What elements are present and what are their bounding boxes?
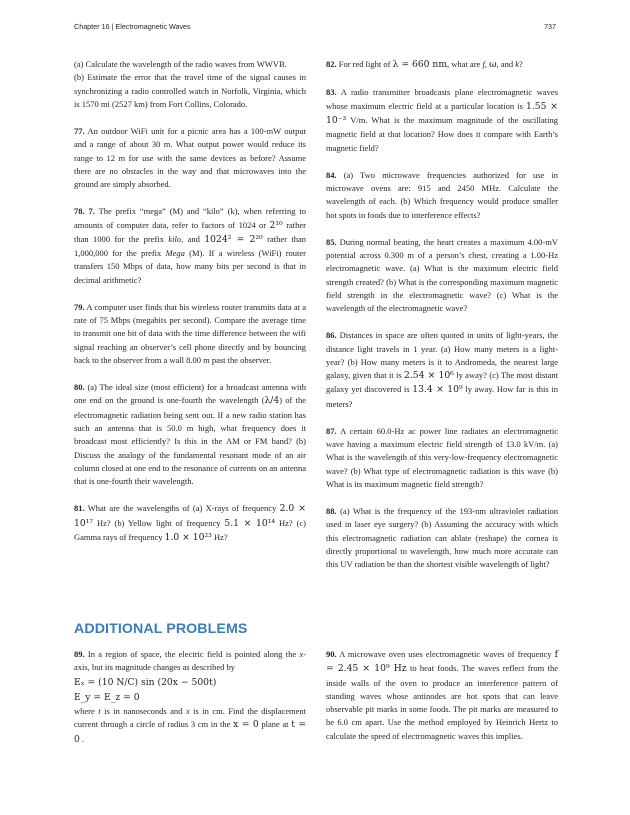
problem-85 xyxy=(326,236,558,316)
problem-84 xyxy=(326,169,558,222)
italic-term: Mega xyxy=(165,248,185,259)
math-expression: 13.4 × 10⁹ xyxy=(412,384,463,396)
problem-text: A microwave oven uses electromagnetic waves of frequency xyxy=(339,649,552,659)
problem-text: (a) What is the frequency of the 193-nm ultraviolet radiation used in laser eye surgery? (b) Assuming the accuracy with which this electromagnetic radiation can ablate (reshape) the cornea is directly proportional to wavelength, how much more accurate can this UV radiation be than the shortest visible wavelength of light? xyxy=(326,506,558,570)
problem-text: plane at xyxy=(261,719,289,730)
problem-number: 85. xyxy=(326,236,337,247)
right-column-additional xyxy=(326,648,558,743)
problem-text: What are the wavelengths of (a) X-rays of frequency xyxy=(87,503,277,514)
left-column xyxy=(74,58,306,545)
problem-text: , and xyxy=(496,59,514,69)
problem-82 xyxy=(326,58,558,72)
problem-text: V/m. What is the maximum magnitude of the oscillating magnetic field at that location? How does it compare with Earth’s magnetic field? xyxy=(326,114,558,153)
problem-text: In a region of space, the electric field is pointed along the xyxy=(87,649,297,659)
problem-83 xyxy=(326,86,558,154)
problem-number: 89. xyxy=(74,649,85,659)
problem-text: Hz? (c) Gamma rays of frequency xyxy=(74,517,307,542)
problem-number: 81. xyxy=(74,503,85,514)
problem-text: A radio transmitter broadcasts plane electromagnetic waves whose maximum electric field at a particular location is xyxy=(326,87,559,111)
math-expression: ω xyxy=(489,59,497,70)
problem-text: , what are xyxy=(447,59,481,69)
problem-81 xyxy=(74,502,306,545)
problem-text: -axis, but its magnitude changes as described by xyxy=(74,649,307,673)
problem-text: For red light of xyxy=(338,59,391,69)
italic-term: f xyxy=(482,59,485,69)
problem-text: , xyxy=(484,59,487,69)
math-expression: t = 0 xyxy=(74,719,307,745)
problem-number: 86. xyxy=(326,330,337,341)
problem-76-part-b: (b) Estimate the error that the travel time of the signal causes in synchronizing a radio controlled watch in Norfolk, Virginia, which is 1570 mi (2527 km) from Fort Collins, Colorado. xyxy=(74,72,306,109)
equation-ex: Eₓ = (10 N/C) sin (20x − 500t) xyxy=(74,676,217,688)
math-expression: 1.55 × 10⁻³ xyxy=(326,100,559,126)
problem-text: (a) Two microwave frequencies authorized for use in microwave ovens are: 915 and 2450 MHz. Calculate the wavelength of each. (b) Which frequency would produce smaller hot spots in foods due to interference effects? xyxy=(326,169,558,220)
problem-text: . xyxy=(81,733,85,744)
chapter-title: Chapter 16 | Electromagnetic Waves xyxy=(74,22,191,31)
equation-ey-ez: E_y = E_z = 0 xyxy=(74,691,140,703)
problem-76-part-a: (a) Calculate the wavelength of the radio waves from WWVB. xyxy=(74,59,287,69)
problem-number: 84. xyxy=(326,169,337,180)
problem-number: 88. xyxy=(326,506,337,517)
math-expression: 2¹⁰ xyxy=(269,219,283,231)
problem-77 xyxy=(74,125,306,191)
problem-text: where xyxy=(74,706,95,717)
problem-text: , and xyxy=(181,233,200,244)
math-expression: 5.1 × 10¹⁴ xyxy=(224,517,276,529)
math-expression: λ = 660 nm xyxy=(392,59,448,70)
problem-text: ly away. How far is this in meters? xyxy=(326,384,559,409)
problem-text: A computer user finds that his wireless router transmits data at a rate of 75 Mbps (megabits per second). Compare the average time to transmit one bit of data with the time difference between the wifi signal reaching an observer’s cell phone directly and by bouncing back to the observer from a wall 8.00 m past the observer. xyxy=(74,301,307,365)
problem-text: ly away? (c) The most distant galaxy yet discovered is xyxy=(326,370,558,395)
problem-79 xyxy=(74,301,306,367)
math-expression: f = 2.45 × 10⁹ Hz xyxy=(326,649,558,675)
problem-text: ? xyxy=(519,59,523,69)
problem-text: rather than 1000 for the prefix xyxy=(74,219,307,244)
math-expression: 1.0 × 10²³ xyxy=(164,531,212,543)
italic-term: kilo xyxy=(168,233,182,244)
problem-number: 77. xyxy=(74,126,85,136)
math-expression: 2.0 × 10¹⁷ xyxy=(74,503,306,529)
problem-number: 82. xyxy=(326,59,337,69)
problem-text: Hz? xyxy=(213,531,228,542)
problem-text: Hz? (b) Yellow light of frequency xyxy=(96,517,221,528)
problem-text: The prefix “mega” (M) and “kilo” (k), when referring to amounts of computer data, refer to factors of 1024 or xyxy=(74,206,306,230)
math-expression: 2.54 × 10⁶ xyxy=(404,370,454,382)
problem-text: (a) The ideal size (most efficient) for a broadcast antenna with one end on the ground is one-fourth the wavelength ( xyxy=(74,382,307,406)
problem-text: is in nanoseconds and xyxy=(104,706,183,717)
problem-number: 83. xyxy=(326,87,337,98)
problem-number: 78. 7. xyxy=(74,206,95,217)
problem-number: 80. xyxy=(74,382,85,393)
problem-90 xyxy=(326,648,558,743)
math-expression: x = 0 xyxy=(233,719,259,731)
page-number: 737 xyxy=(544,22,556,31)
problem-87 xyxy=(326,425,558,491)
problem-text: rather than 1,000,000 for the prefix xyxy=(74,233,307,259)
italic-term: x xyxy=(299,649,304,659)
right-column xyxy=(326,58,558,571)
math-expression: λ/4 xyxy=(264,395,280,407)
problem-86 xyxy=(326,329,558,411)
math-expression: 1024² = 2²⁰ xyxy=(204,233,263,245)
italic-term: t xyxy=(98,706,101,717)
italic-term: x xyxy=(185,706,190,717)
problem-78 xyxy=(74,205,306,287)
problem-80 xyxy=(74,381,306,488)
problem-text: (M). If a wireless (WiFi) router transfers 150 Mbps of data, how many bits per second is that in decimal arithmetic? xyxy=(74,248,307,285)
problem-text: ) of the electromagnetic radiation being sent out. If a new radio station has such an antenna that is 50.0 m high, what frequency does it broadcast most efficiently? Is this in the AM or FM band? (b) Discuss the analogy of the fundamental resonant mode of an air column closed at one end to the resonance of currents on an antenna that is one-fourth their wavelength. xyxy=(74,395,306,487)
left-column-additional xyxy=(74,648,306,747)
problem-number: 90. xyxy=(326,649,337,659)
problem-text: to heat foods. The waves reflect from the inside walls of the oven to produce an interference pattern of standing waves whose antinodes are hot spots that can leave observable pit marks in some foods. The pit marks are measured to be 6.0 cm apart. Use the method employed by Heinrich Hertz to calculate the speed of electromagnetic waves this implies. xyxy=(326,663,558,741)
problem-text: A certain 60.0-Hz ac power line radiates an electromagnetic wave having a maximum electric field strength of 13.0 kV/m. (a) What is the wavelength of this very-low-frequency electromagnetic wave? (b) What type of electromagnetic radiation is this wave (b) What is its maximum magnetic field strength? xyxy=(326,425,559,489)
problem-text: During normal beating, the heart creates a maximum 4.00-mV potential across 0.300 m of a person’s chest, creating a 1.00-Hz electromagnetic wave. (a) What is the maximum electric field strength created? (b) What is the corresponding maximum magnetic field strength in the electromagnetic wave? (c) What is the wavelength of the electromagnetic wave? xyxy=(326,236,558,314)
section-heading: ADDITIONAL PROBLEMS xyxy=(74,621,248,637)
problem-text: An outdoor WiFi unit for a picnic area has a 100-mW output and a range of about 30 m. What output power would reduce its range to 12 m for use with the same devices as before? Assume there are no obstacles in the way and that microwaves into the ground are simply absorbed. xyxy=(74,126,306,189)
problem-88 xyxy=(326,505,558,571)
problem-text: Distances in space are often quoted in units of light-years, the distance light travels in 1 year. (a) How many meters is a light-year? (b) How many meters is it to Andromeda, the nearest large galaxy, given that it is xyxy=(326,330,559,381)
italic-term: k xyxy=(515,59,519,69)
problem-text: is in cm. Find the displacement current through a circle of radius 3 cm in the xyxy=(74,706,307,730)
page-header xyxy=(74,22,556,36)
problem-number: 79. xyxy=(74,301,85,312)
problem-number: 87. xyxy=(326,425,337,436)
problem-89 xyxy=(74,648,306,675)
problem-89-continued xyxy=(74,705,306,747)
